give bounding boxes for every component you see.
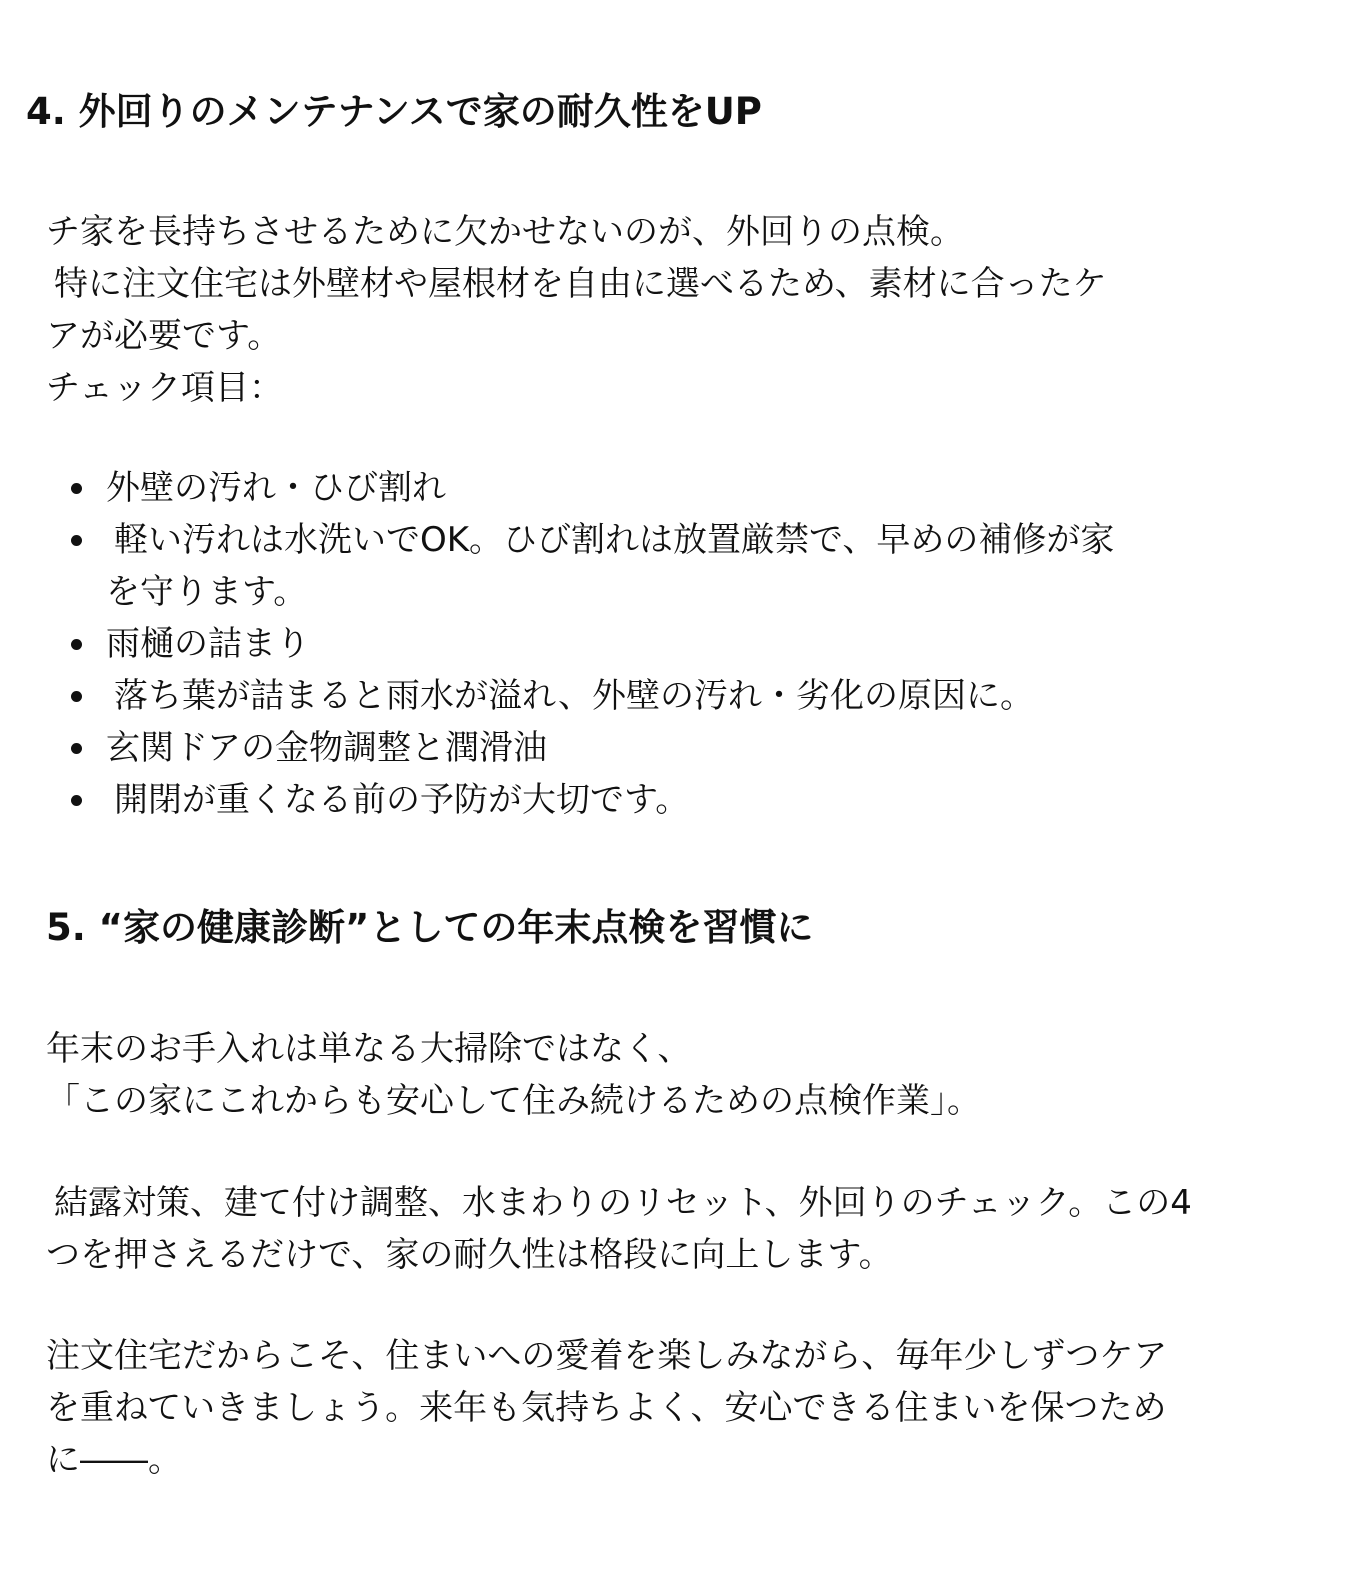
- list-item-text: 外壁の汚れ・ひび割れ: [106, 468, 446, 508]
- section-5-heading: 5. “家の健康診断”としての年末点検を習慣に: [46, 906, 814, 949]
- bullet-icon: [71, 483, 82, 494]
- list-item: [0, 774, 1114, 826]
- section-4-heading: 4. 外回りのメンテナンスで家の耐久性をUP: [26, 90, 762, 133]
- list-item-text: 雨樋の詰まり: [106, 624, 310, 664]
- section-5-paragraph-3: [46, 1330, 1296, 1486]
- list-item-text: 落ち葉が詰まると雨水が溢れ、外壁の汚れ・劣化の原因に。: [114, 676, 1035, 716]
- list-item: [0, 514, 1114, 618]
- list-item-text: 玄関ドアの金物調整と潤滑油: [106, 728, 547, 768]
- paragraph-line: を重ねていきましょう。来年も気持ちよく、安心できる住まいを保つため: [46, 1388, 1167, 1428]
- list-item: [0, 670, 1114, 722]
- intro-line: アが必要です。: [46, 316, 282, 356]
- paragraph-line: 注文住宅だからこそ、住まいへの愛着を楽しみながら、毎年少しずつケア: [46, 1336, 1168, 1376]
- list-item-text: 開閉が重くなる前の予防が大切です。: [114, 780, 690, 820]
- checklist: [0, 462, 1114, 826]
- paragraph-line: 「この家にこれからも安心して住み続けるための点検作業」。: [46, 1081, 981, 1121]
- bullet-icon: [71, 535, 82, 546]
- paragraph-line: 年末のお手入れは単なる大掃除ではなく、: [46, 1029, 692, 1069]
- list-item-text: を守ります。: [106, 572, 308, 612]
- section-5-paragraph-1: [46, 1023, 1296, 1127]
- list-item: [0, 722, 1114, 774]
- paragraph-line: に――。: [46, 1440, 182, 1480]
- paragraph-line: つを押さえるだけで、家の耐久性は格段に向上します。: [46, 1235, 893, 1275]
- section-5-paragraph-2: [46, 1177, 1296, 1281]
- bullet-icon: [71, 691, 82, 702]
- list-item-text: 軽い汚れは水洗いでOK。ひび割れは放置厳禁で、早めの補修が家: [114, 520, 1115, 560]
- bullet-icon: [71, 795, 82, 806]
- intro-line: チ家を長持ちさせるために欠かせないのが、外回りの点検。: [46, 212, 964, 252]
- intro-line: チェック項目：: [46, 368, 283, 408]
- intro-line: 特に注文住宅は外壁材や屋根材を自由に選べるため、素材に合ったケ: [54, 264, 1107, 304]
- bullet-icon: [71, 743, 82, 754]
- list-item: [0, 462, 1114, 514]
- section-4-intro: [46, 206, 1296, 414]
- bullet-icon: [71, 639, 82, 650]
- paragraph-line: 結露対策、建て付け調整、水まわりのリセット、外回りのチェック。この4: [54, 1183, 1192, 1223]
- list-item: [0, 618, 1114, 670]
